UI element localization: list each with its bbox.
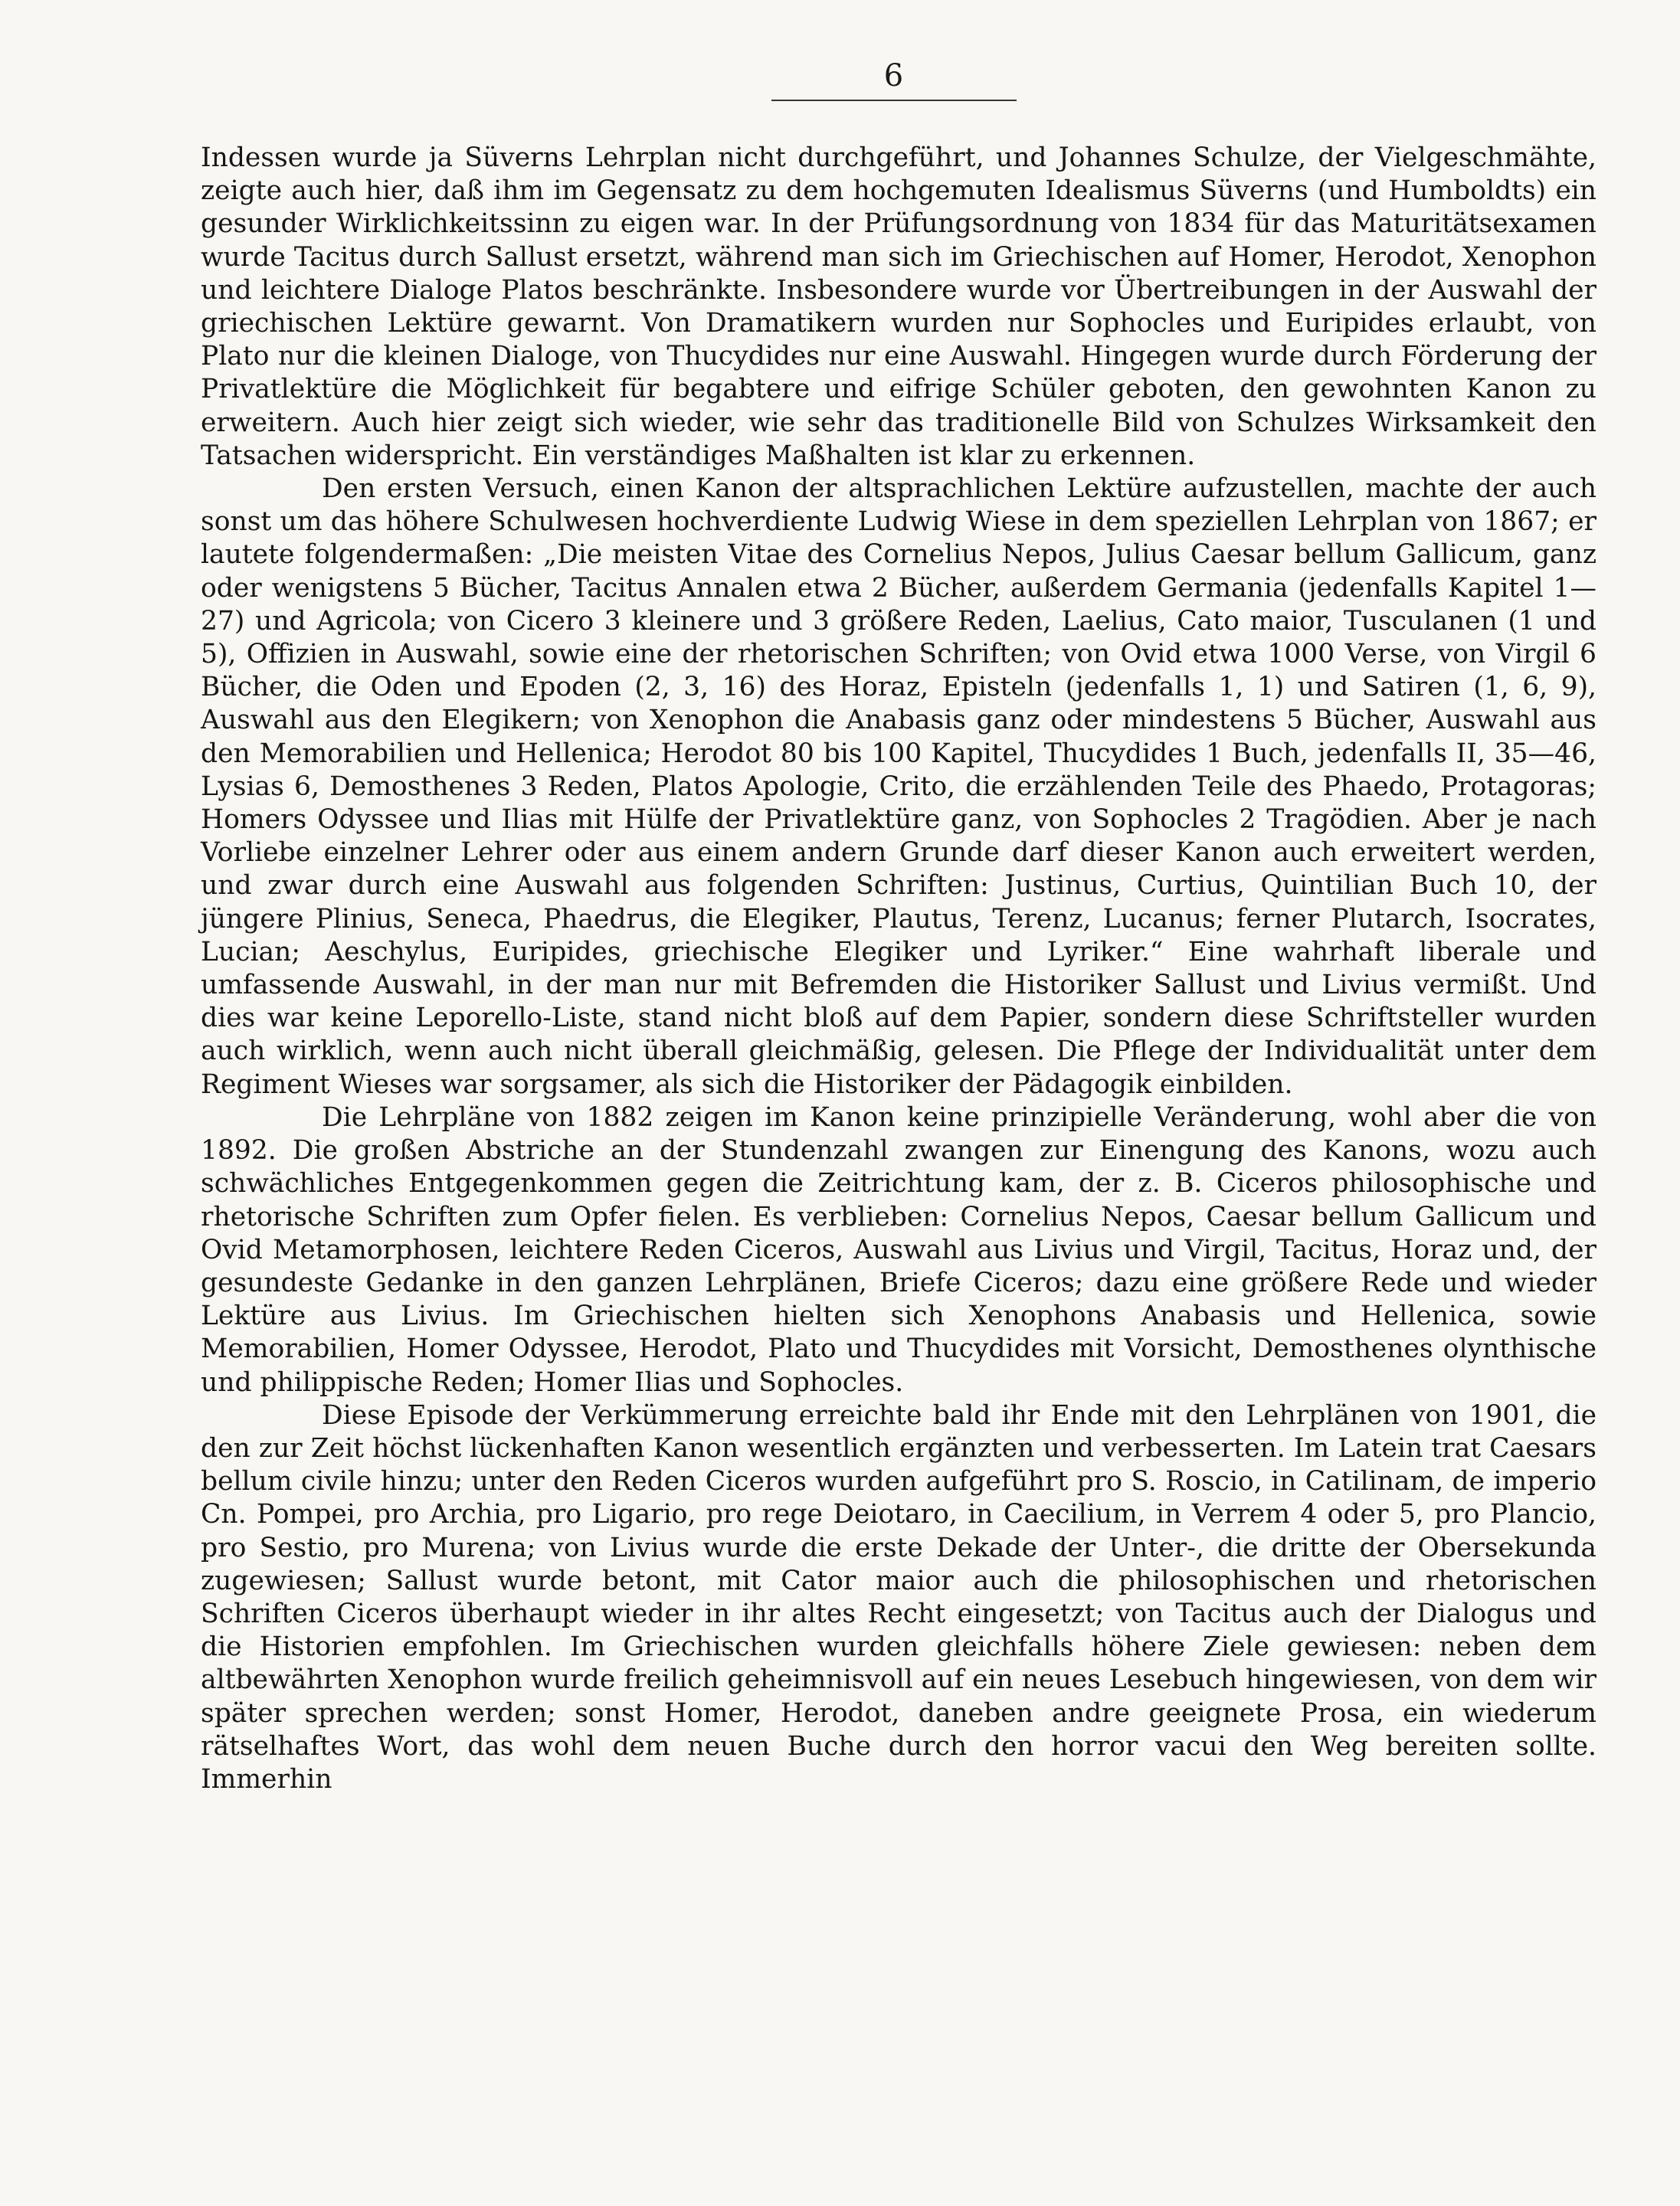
header-rule [771, 100, 1017, 101]
body-text [201, 142, 1596, 1796]
paragraph-3: Die Lehrpläne von 1882 zeigen im Kanon keine prinzipielle Veränderung, wohl aber die von 1892. Die großen Abstriche an der Stundenzahl zwangen zur Einengung des Kanons, wozu auch schwächliches Entgegenkommen gegen die Zeitrichtung kam, der z. B. Ciceros philosophische und rhetorische Schriften zum Opfer fielen. Es verblieben: Cornelius Nepos, Caesar bellum Gallicum und Ovid Metamorphosen, leichtere Reden Ciceros, Auswahl aus Livius und Virgil, Tacitus, Horaz und, der gesundeste Gedanke in den ganzen Lehrplänen, Briefe Ciceros; dazu eine größere Rede und wieder Lektüre aus Livius. Im Griechischen hielten sich Xenophons Anabasis und Hellenica, sowie Memorabilien, Homer Odyssee, Herodot, Plato und Thucydides mit Vorsicht, Demosthenes olynthische und philippische Reden; Homer Ilias und Sophocles. [201, 1101, 1596, 1398]
paragraph-4: Diese Episode der Verkümmerung erreichte bald ihr Ende mit den Lehrplänen von 1901, die den zur Zeit höchst lückenhaften Kanon wesentlich ergänzten und verbesserten. Im Latein trat Caesars bellum civile hinzu; unter den Reden Ciceros wurden aufgeführt pro S. Roscio, in Catilinam, de imperio Cn. Pompei, pro Archia, pro Ligario, pro rege Deiotaro, in Caecilium, in Verrem 4 oder 5, pro Plancio, pro Sestio, pro Murena; von Livius wurde die erste Dekade der Unter-, die dritte der Obersekunda zugewiesen; Sallust wurde betont, mit Cator maior auch die philosophischen und rhetorischen Schriften Ciceros überhaupt wieder in ihr altes Recht eingesetzt; von Tacitus auch der Dialogus und die Historien empfohlen. Im Griechischen wurden gleichfalls höhere Ziele gewiesen: neben dem altbewährten Xenophon wurde freilich geheimnisvoll auf ein neues Lesebuch hingewiesen, von dem wir später sprechen werden; sonst Homer, Herodot, daneben andre geeignete Prosa, ein wiederum rätselhaftes Wort, das wohl dem neuen Buche durch den horror vacui den Weg bereiten sollte. Immerhin [201, 1399, 1596, 1795]
page-number-text: 6 [883, 58, 904, 93]
paragraph-1: Indessen wurde ja Süverns Lehrplan nicht durchgeführt, und Johannes Schulze, der Vielgeschmähte, zeigte auch hier, daß ihm im Gegensatz zu dem hochgemuten Idealismus Süverns (und Humboldts) ein gesunder Wirklichkeitssinn zu eigen war. In der Prüfungsordnung von 1834 für das Maturitätsexamen wurde Tacitus durch Sallust ersetzt, während man sich im Griechischen auf Homer, Herodot, Xenophon und leichtere Dialoge Platos beschränkte. Insbesondere wurde vor Übertreibungen in der Auswahl der griechischen Lektüre gewarnt. Von Dramatikern wurden nur Sophocles und Euripides erlaubt, von Plato nur die kleinen Dialoge, von Thucydides nur eine Auswahl. Hingegen wurde durch Förderung der Privatlektüre die Möglichkeit für begabtere und eifrige Schüler geboten, den gewohnten Kanon zu erweitern. Auch hier zeigt sich wieder, wie sehr das traditionelle Bild von Schulzes Wirksamkeit den Tatsachen widerspricht. Ein verständiges Maßhalten ist klar zu erkennen. [201, 142, 1596, 471]
page-number [0, 58, 1680, 93]
paragraph-2: Den ersten Versuch, einen Kanon der altsprachlichen Lektüre aufzustellen, machte der auch sonst um das höhere Schulwesen hochverdiente Ludwig Wiese in dem speziellen Lehrplan von 1867; er lautete folgendermaßen: „Die meisten Vitae des Cornelius Nepos, Julius Caesar bellum Gallicum, ganz oder wenigstens 5 Bücher, Tacitus Annalen etwa 2 Bücher, außerdem Germania (jedenfalls Kapitel 1—27) und Agricola; von Cicero 3 kleinere und 3 größere Reden, Laelius, Cato maior, Tusculanen (1 und 5), Offizien in Auswahl, sowie eine der rhetorischen Schriften; von Ovid etwa 1000 Verse, von Virgil 6 Bücher, die Oden und Epoden (2, 3, 16) des Horaz, Episteln (jedenfalls 1, 1) und Satiren (1, 6, 9), Auswahl aus den Elegikern; von Xenophon die Anabasis ganz oder mindestens 5 Bücher, Auswahl aus den Memorabilien und Hellenica; Herodot 80 bis 100 Kapitel, Thucydides 1 Buch, jedenfalls II, 35—46, Lysias 6, Demosthenes 3 Reden, Platos Apologie, Crito, die erzählenden Teile des Phaedo, Protagoras; Homers Odyssee und Ilias mit Hülfe der Privatlektüre ganz, von Sophocles 2 Tragödien. Aber je nach Vorliebe einzelner Lehrer oder aus einem andern Grunde darf dieser Kanon auch erweitert werden, und zwar durch eine Auswahl aus folgenden Schriften: Justinus, Curtius, Quintilian Buch 10, der jüngere Plinius, Seneca, Phaedrus, die Elegiker, Plautus, Terenz, Lucanus; ferner Plutarch, Isocrates, Lucian; Aeschylus, Euripides, griechische Elegiker und Lyriker.“ Eine wahrhaft liberale und umfassende Auswahl, in der man nur mit Befremden die Historiker Sallust und Livius vermißt. Und dies war keine Leporello-Liste, stand nicht bloß auf dem Papier, sondern diese Schriftsteller wurden auch wirklich, wenn auch nicht überall gleichmäßig, gelesen. Die Pflege der Individualität unter dem Regiment Wieses war sorgsamer, als sich die Historiker der Pädagogik einbilden. [201, 473, 1596, 1100]
